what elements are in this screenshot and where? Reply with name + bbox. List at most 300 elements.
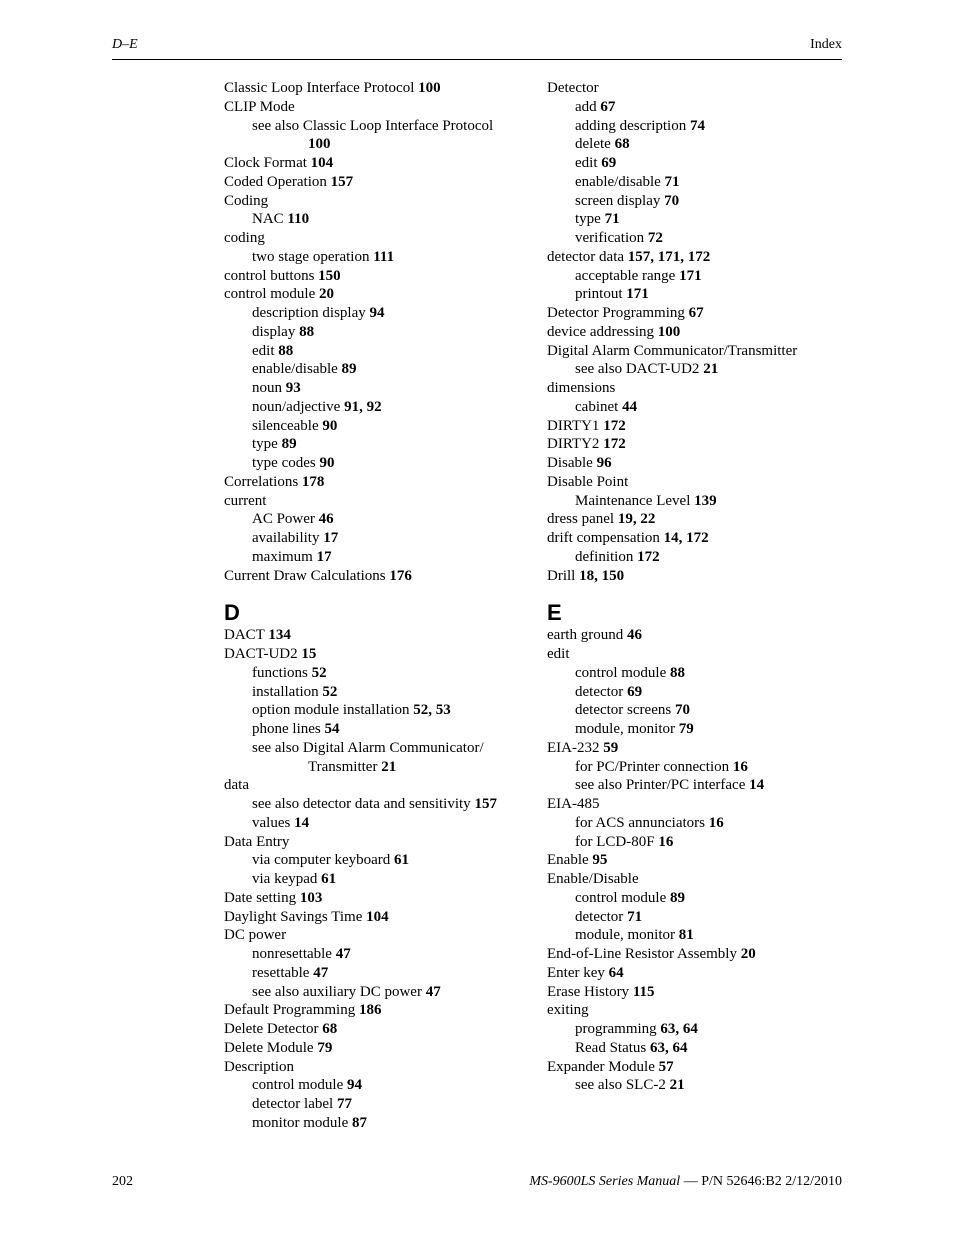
index-term: Coding [224,192,269,209]
index-page-ref: 59 [603,739,619,756]
index-term: definition [575,548,634,565]
index-term: Classic Loop Interface Protocol [224,80,415,96]
index-page-ref: 90 [322,417,338,434]
index-page-ref: 172 [603,417,626,434]
index-entry [547,870,843,889]
index-term: module, monitor [575,721,675,737]
index-page-ref: 100 [308,136,331,153]
index-subentry [547,548,843,567]
index-entry [547,626,843,645]
index-page-ref: 16 [732,758,748,775]
index-subentry [224,964,520,983]
index-term: Default Programming [224,1002,356,1019]
index-page-ref: 19, 22 [617,511,656,528]
index-entry [547,473,843,492]
index-letter-heading: D [224,600,240,626]
index-page-ref: 186 [358,1002,382,1019]
index-subentry [547,889,843,908]
index-page-ref: 21 [381,758,397,775]
index-subentry [224,851,520,870]
index-entry [547,379,843,398]
index-subentry [547,398,843,417]
index-term: option module installation [252,702,410,719]
index-subentry [224,398,520,417]
index-entry [547,645,843,664]
index-entry [547,248,843,267]
index-entry [547,567,843,586]
index-subentry [224,983,520,1002]
index-term: End-of-Line Resistor Assembly [547,946,737,962]
index-term: Data Entry [224,833,290,850]
index-page-ref: 14 [749,777,765,794]
index-subentry [547,154,843,173]
index-page-ref: 71 [604,211,620,228]
index-page-ref: 21 [703,361,719,378]
index-term: EIA-232 [547,739,600,756]
index-subentry [547,1076,843,1095]
index-term: silenceable [252,417,319,434]
index-subentry [224,870,520,889]
index-subentry [547,117,843,136]
index-subentry [224,1095,520,1114]
index-term: for PC/Printer connection [575,758,730,775]
index-subentry [547,192,843,211]
index-page-ref: 63, 64 [660,1021,698,1037]
index-entry [547,510,843,529]
index-page-ref: 61 [321,871,337,887]
index-page-ref: 16 [708,814,724,831]
index-term: control module [575,889,667,906]
index-subentry [547,776,843,795]
index-page-ref: 68 [614,136,630,153]
index-subentry [224,739,520,777]
index-term: Delete Detector [224,1021,319,1037]
index-page-ref: 47 [335,946,351,962]
index-page-ref: 17 [316,548,332,565]
index-page-ref: 71 [664,173,680,190]
index-subentry [547,758,843,777]
index-page-ref: 103 [299,889,323,906]
index-term: add [575,98,597,115]
index-page-ref: 47 [425,983,441,1000]
index-term: Description [224,1058,294,1075]
index-term: EIA-485 [547,796,600,812]
index-term: type [575,211,601,228]
index-page-ref: 44 [622,398,638,415]
index-subentry [224,720,520,739]
header-index-label: Index [810,37,842,52]
index-page-ref: 70 [674,702,690,719]
index-term: phone lines [252,721,321,737]
index-page-ref: 52 [311,664,327,681]
index-page-ref: 94 [346,1077,362,1094]
index-entry [224,1058,520,1077]
index-page-ref: 16 [658,833,674,850]
index-page-ref: 150 [318,267,341,284]
index-term: Coded Operation [224,173,327,190]
index-term: nonresettable [252,946,332,962]
index-subentry [224,417,520,436]
index-term: resettable [252,964,310,981]
index-page-ref: 14, 172 [663,530,709,546]
index-page-ref: 63, 64 [650,1039,688,1056]
index-entry [547,945,843,964]
index-subentry [224,510,520,529]
index-term: Date setting [224,889,297,906]
header-rule [112,59,842,60]
index-entry [547,323,843,342]
index-term: Drill [547,567,576,584]
index-subentry [224,701,520,720]
index-page-ref: 21 [669,1077,685,1094]
index-entry [224,645,520,664]
index-term: enable/disable [575,173,661,190]
index-term: Clock Format [224,155,307,171]
index-term: for LCD-80F [575,833,655,850]
index-page-ref: 64 [608,964,624,981]
index-term: drift compensation [547,530,660,546]
index-term: DIRTY1 [547,417,600,434]
index-page-ref: 94 [369,305,385,321]
index-page-ref: 139 [694,492,717,509]
index-page-ref: 171 [626,286,649,303]
index-entry [224,285,520,304]
footer-page-number: 202 [112,1174,133,1189]
index-page-ref: 89 [669,889,685,906]
index-entry [547,79,843,98]
index-page-ref: 104 [366,908,389,925]
index-term: Delete Module [224,1039,314,1056]
index-term: control module [224,286,316,303]
index-page-ref: 93 [285,380,301,396]
index-page-ref: 89 [341,361,357,378]
index-term: detector label [252,1096,334,1112]
index-page-ref: 172 [603,436,626,453]
index-term: programming [575,1021,657,1037]
index-page-ref: 54 [324,721,340,737]
index-page-ref: 69 [627,683,643,700]
index-subentry [547,683,843,702]
index-term: type codes [252,455,316,471]
index-page-ref: 100 [657,323,681,340]
index-subentry [547,1039,843,1058]
index-entry [547,851,843,870]
index-entry [224,567,520,586]
index-entry [224,192,520,211]
index-entry [224,1039,520,1058]
index-page-ref: 77 [336,1096,352,1112]
index-subentry [547,720,843,739]
index-term: see also SLC-2 [575,1077,666,1094]
index-term: coding [224,230,265,246]
index-page-ref: 176 [389,567,412,584]
index-term: NAC [252,211,284,228]
index-subentry [224,454,520,473]
index-page-ref: 157, 171, 172 [627,248,711,265]
index-term: control module [252,1077,344,1094]
index-term: Detector Programming [547,305,685,321]
index-subentry [547,173,843,192]
index-entry [547,417,843,436]
footer-manual-title: MS-9600LS Series Manual [529,1174,681,1189]
index-page-ref: 171 [679,267,702,284]
index-page-ref: 115 [632,983,655,1000]
index-subentry [547,135,843,154]
index-entry [224,1001,520,1020]
index-page-ref: 15 [301,646,317,662]
index-subentry [547,267,843,286]
index-page-ref: 57 [658,1058,674,1075]
index-page-ref: 91, 92 [344,398,382,415]
index-term: exiting [547,1002,589,1019]
index-term: printout [575,286,623,303]
index-term: Digital Alarm Communicator/Transmitter [547,342,798,359]
index-column-left [224,79,520,1133]
index-entry [224,173,520,192]
index-page-ref: 157 [330,173,354,190]
index-subentry [224,1076,520,1095]
index-page-ref: 100 [418,80,441,96]
index-entry [547,795,843,814]
index-subentry [224,360,520,379]
index-page-ref: 95 [592,852,608,869]
index-page-ref: 178 [301,473,325,490]
index-page-ref: 20 [740,946,756,962]
index-page-ref: 79 [317,1039,333,1056]
index-subentry [224,117,520,155]
index-term: DC power [224,927,287,944]
index-term: functions [252,664,308,681]
index-subentry [547,98,843,117]
index-term: Erase History [547,983,630,1000]
index-term: screen display [575,192,661,209]
index-term: installation [252,683,319,700]
index-subentry [547,701,843,720]
index-term: Read Status [575,1039,647,1056]
index-term: earth ground [547,627,624,644]
index-term-continuation [252,135,520,154]
index-term: Enter key [547,964,605,981]
index-term: verification [575,230,645,246]
index-term: see also DACT-UD2 [575,361,700,378]
index-term: Current Draw Calculations [224,567,386,584]
index-entry [224,926,520,945]
index-page-ref: 72 [647,230,663,246]
index-entry [224,229,520,248]
index-term: module, monitor [575,927,675,944]
index-entry [224,473,520,492]
index-entry [547,739,843,758]
index-page-ref: 46 [626,627,642,644]
index-term: Disable [547,455,593,471]
index-term: Correlations [224,473,299,490]
index-entry [224,267,520,286]
index-term: DIRTY2 [547,436,600,453]
index-entry [224,889,520,908]
index-term: control buttons [224,267,315,284]
index-subentry [547,285,843,304]
index-term: description display [252,305,366,321]
index-page-ref: 71 [627,908,643,925]
index-term: noun [252,380,282,396]
index-subentry [224,379,520,398]
index-entry [224,79,520,98]
index-entry [547,342,843,361]
index-term: delete [575,136,611,153]
index-term: cabinet [575,398,619,415]
index-page-ref: 52 [322,683,338,700]
index-entry [224,776,520,795]
index-subentry [547,664,843,683]
index-entry [224,98,520,117]
index-term: see also detector data and sensitivity [252,796,471,812]
index-page-ref: 81 [678,927,694,944]
index-subentry [224,795,520,814]
index-entry [547,1001,843,1020]
index-term: type [252,436,278,453]
index-term: maximum [252,548,313,565]
index-page-ref: 20 [318,286,334,303]
index-term: control module [575,664,667,681]
index-entry [224,908,520,927]
index-term: noun/adjective [252,398,341,415]
index-subentry [547,1020,843,1039]
index-term: via computer keyboard [252,852,391,869]
index-term: enable/disable [252,361,338,378]
index-term: availability [252,530,320,546]
index-page-ref: 14 [294,814,310,831]
index-term: detector [575,683,624,700]
index-page-ref: 47 [313,964,329,981]
index-term: see also Printer/PC interface [575,777,746,794]
index-entry [224,154,520,173]
index-page-ref: 74 [689,117,705,134]
index-subentry [547,210,843,229]
index-page-ref: 69 [601,155,617,171]
index-term: detector data [547,248,625,265]
index-page-ref: 172 [637,548,660,565]
index-term: see also auxiliary DC power [252,983,422,1000]
index-term: dimensions [547,380,616,396]
index-term: edit [547,646,570,662]
index-subentry [547,814,843,833]
header-section-range: D–E [112,37,138,52]
index-term: Maintenance Level [575,492,691,509]
index-entry [224,833,520,852]
index-page-ref: 111 [373,248,395,265]
index-term: Expander Module [547,1058,655,1075]
index-page-ref: 67 [600,98,616,115]
index-page-ref: 79 [678,721,694,737]
index-subentry [547,360,843,379]
index-page-ref: 68 [322,1021,338,1037]
index-subentry [224,529,520,548]
index-subentry [224,945,520,964]
index-term: detector [575,908,624,925]
index-term: acceptable range [575,267,676,284]
index-subentry [224,435,520,454]
index-page-ref: 46 [318,511,334,528]
index-term: current [224,492,267,509]
index-page-ref: 134 [268,627,291,644]
index-term: two stage operation [252,248,370,265]
index-subentry [224,664,520,683]
index-term: see also Digital Alarm Communicator/ [252,739,484,756]
index-entry [224,1020,520,1039]
index-entry [224,626,520,645]
index-subentry [547,492,843,511]
index-page-ref: 96 [596,455,612,471]
index-term: dress panel [547,511,615,528]
index-term: edit [252,342,275,359]
index-subentry [224,248,520,267]
index-entry [547,304,843,323]
index-page-ref: 88 [669,664,685,681]
index-page-ref: 52, 53 [413,702,451,719]
index-letter-heading: E [547,600,562,626]
index-entry [547,1058,843,1077]
index-term: monitor module [252,1114,349,1131]
index-subentry [224,683,520,702]
index-term: Disable Point [547,473,629,490]
index-subentry [224,548,520,567]
index-term: values [252,814,291,831]
index-term: device addressing [547,323,655,340]
index-subentry [224,342,520,361]
index-term: Daylight Savings Time [224,908,363,925]
index-entry [547,435,843,454]
index-page-ref: 88 [299,323,315,340]
index-term: display [252,323,296,340]
index-subentry [224,1114,520,1133]
index-term: for ACS annunciators [575,814,705,831]
index-page-ref: 89 [281,436,297,453]
index-term: edit [575,155,598,171]
index-entry [547,529,843,548]
index-page-ref: 110 [287,211,310,228]
index-column-right [547,79,843,1095]
index-subentry [547,908,843,927]
index-term: CLIP Mode [224,98,295,115]
index-page-ref: 17 [323,530,339,546]
index-entry [224,492,520,511]
index-page-ref: 67 [688,305,704,321]
index-term: Enable/Disable [547,871,639,887]
index-term: detector screens [575,702,672,719]
index-subentry [547,833,843,852]
index-term-continuation: Transmitter 21 [308,758,397,775]
index-page-ref: 157 [474,796,497,812]
index-subentry [547,229,843,248]
footer-manual-info [529,1174,842,1190]
index-term: data [224,777,249,794]
index-term: DACT [224,627,265,644]
index-page-ref: 88 [278,342,294,359]
index-page-ref: 90 [319,455,335,471]
index-page-ref: 87 [352,1114,367,1131]
index-page-ref: 18, 150 [579,567,625,584]
index-page-ref: 61 [394,852,410,869]
index-term: see also Classic Loop Interface Protocol [252,117,494,134]
index-subentry [547,926,843,945]
index-term: Detector [547,80,599,96]
index-entry [547,983,843,1002]
index-term: Enable [547,852,589,869]
index-subentry [224,304,520,323]
index-page-ref: 70 [664,192,680,209]
index-entry [547,454,843,473]
index-term: DACT-UD2 [224,646,298,662]
